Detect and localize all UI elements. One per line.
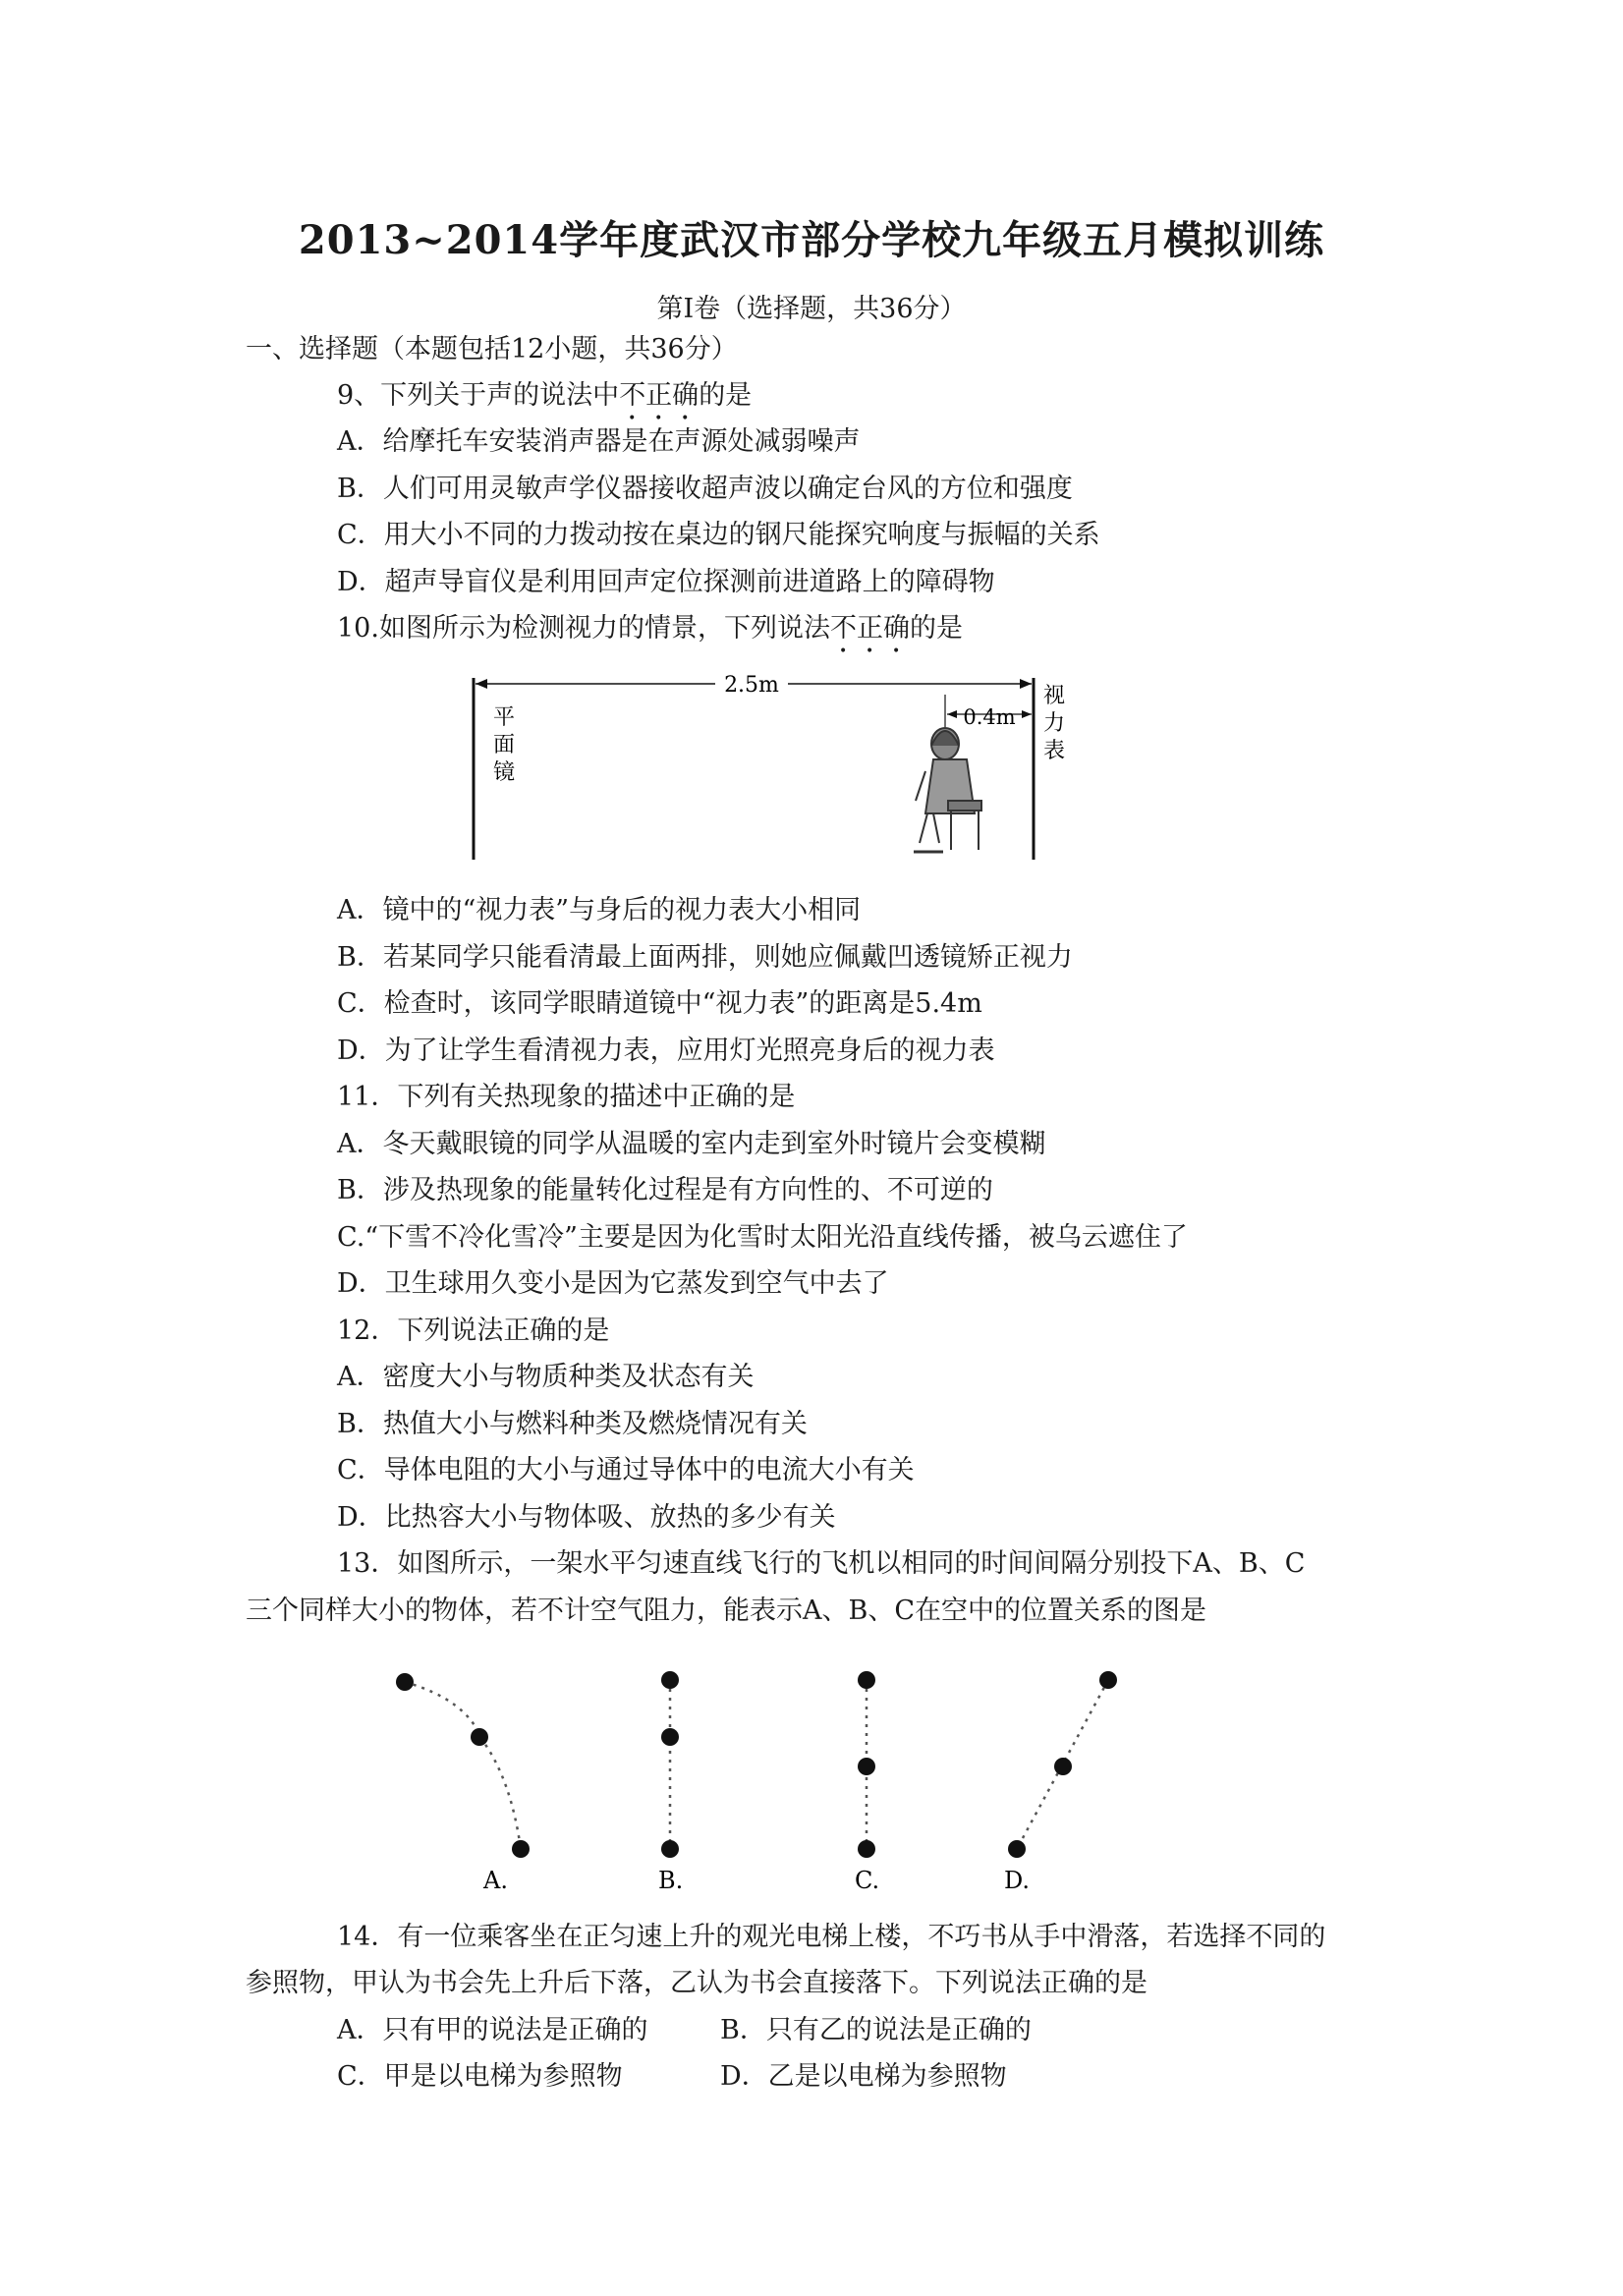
question-10-stem-pre: 10.如图所示为检测视力的情景，下列说法 bbox=[337, 613, 830, 644]
question-10-emphasis: 不正确 bbox=[829, 613, 910, 644]
ball-b-3 bbox=[661, 1840, 679, 1858]
page-title: 2013~2014学年度武汉市部分学校九年级五月模拟训练 bbox=[298, 217, 1325, 263]
eye-test-figure bbox=[462, 663, 1091, 865]
ball-a-3 bbox=[512, 1840, 530, 1858]
figure-label-c: C. bbox=[855, 1867, 880, 1894]
question-11-option-a: A．冬天戴眼镜的同学从温暖的室内走到室外时镜片会变模糊 bbox=[337, 1129, 1046, 1159]
question-11-option-c: C.“下雪不冷化雪冷”主要是因为化雪时太阳光沿直线传播，被乌云遮住了 bbox=[337, 1222, 1188, 1253]
ball-b-1 bbox=[661, 1671, 679, 1689]
question-10-stem-post: 的是 bbox=[909, 613, 963, 644]
question-9-stem bbox=[337, 379, 752, 426]
student-illustration bbox=[914, 728, 981, 852]
mirror-label-1: 平 bbox=[493, 705, 516, 730]
question-10-option-b: B．若某同学只能看清最上面两排，则她应佩戴凹透镜矫正视力 bbox=[337, 942, 1073, 973]
figure-label-a: A. bbox=[483, 1867, 508, 1894]
arrowhead-left bbox=[476, 679, 487, 689]
question-9-option-d: D．超声导盲仪是利用回声定位探测前进道路上的障碍物 bbox=[337, 567, 995, 597]
question-10-option-c: C．检查时，该同学眼睛道镜中“视力表”的距离是5.4m bbox=[337, 988, 982, 1019]
question-11-option-b: B．涉及热现象的能量转化过程是有方向性的、不可逆的 bbox=[337, 1175, 993, 1205]
question-12-option-c: C．导体电阻的大小与通过导体中的电流大小有关 bbox=[337, 1455, 915, 1485]
volume-subtitle: 第Ⅰ卷（选择题，共36分） bbox=[656, 294, 967, 324]
question-12-option-a: A．密度大小与物质种类及状态有关 bbox=[337, 1362, 755, 1392]
question-9-stem-post: 的是 bbox=[699, 380, 753, 411]
ball-b-2 bbox=[661, 1728, 679, 1746]
ball-d-3 bbox=[1008, 1840, 1026, 1858]
distance-total-label: 2.5m bbox=[724, 673, 779, 698]
chart-label-2: 力 bbox=[1043, 711, 1066, 736]
arrowhead-right bbox=[1020, 679, 1032, 689]
question-9-emphasis: 不正确 bbox=[619, 380, 700, 411]
question-9-stem-pre: 9、下列关于声的说法中 bbox=[337, 380, 620, 411]
question-13-stem-line2: 三个同样大小的物体，若不计空气阻力，能表示A、B、C在空中的位置关系的图是 bbox=[246, 1596, 1206, 1626]
question-14-option-a: A．只有甲的说法是正确的 bbox=[337, 2015, 648, 2045]
question-11-option-d: D．卫生球用久变小是因为它蒸发到空气中去了 bbox=[337, 1268, 889, 1299]
question-14-option-d: D．乙是以电梯为参照物 bbox=[720, 2061, 1007, 2092]
question-9-option-b: B．人们可用灵敏声学仪器接收超声波以确定台风的方位和强度 bbox=[337, 474, 1073, 504]
question-14-option-b: B．只有乙的说法是正确的 bbox=[720, 2015, 1032, 2045]
ball-a-1 bbox=[396, 1673, 414, 1691]
ball-d-2 bbox=[1054, 1758, 1072, 1775]
chart-label-1: 视 bbox=[1043, 684, 1066, 708]
chart-label-3: 表 bbox=[1043, 739, 1066, 763]
mirror-label-3: 镜 bbox=[493, 760, 516, 785]
question-10-option-d: D．为了让学生看清视力表，应用灯光照亮身后的视力表 bbox=[337, 1036, 995, 1066]
arrowhead-near-right bbox=[1022, 710, 1032, 718]
question-10-stem bbox=[337, 612, 963, 659]
section-heading: 一、选择题（本题包括12小题，共36分） bbox=[246, 334, 738, 364]
figure-label-d: D. bbox=[1004, 1867, 1031, 1894]
drop-positions-figure bbox=[373, 1660, 1140, 1901]
mirror-label-2: 面 bbox=[493, 733, 516, 757]
question-12-option-b: B．热值大小与燃料种类及燃烧情况有关 bbox=[337, 1409, 808, 1439]
arrowhead-near-left bbox=[947, 710, 957, 718]
ball-a-2 bbox=[471, 1728, 488, 1746]
question-10-option-a: A．镜中的“视力表”与身后的视力表大小相同 bbox=[337, 895, 862, 925]
question-9-option-a: A．给摩托车安装消声器是在声源处减弱噪声 bbox=[337, 426, 861, 457]
question-14-option-c: C．甲是以电梯为参照物 bbox=[337, 2061, 623, 2092]
question-14-stem-line2: 参照物，甲认为书会先上升后下落，乙认为书会直接落下。下列说法正确的是 bbox=[246, 1968, 1147, 1998]
ball-c-2 bbox=[858, 1758, 875, 1775]
question-12-option-d: D．比热容大小与物体吸、放热的多少有关 bbox=[337, 1502, 836, 1533]
ball-c-1 bbox=[858, 1671, 875, 1689]
path-a-dashed bbox=[405, 1682, 521, 1849]
question-14-stem-line1: 14．有一位乘客坐在正匀速上升的观光电梯上楼，不巧书从手中滑落，若选择不同的 bbox=[337, 1922, 1326, 1952]
question-12-stem: 12．下列说法正确的是 bbox=[337, 1316, 610, 1346]
ball-d-1 bbox=[1099, 1671, 1117, 1689]
question-11-stem: 11．下列有关热现象的描述中正确的是 bbox=[337, 1082, 796, 1112]
ball-c-3 bbox=[858, 1840, 875, 1858]
question-9-option-c: C．用大小不同的力拨动按在桌边的钢尺能探究响度与振幅的关系 bbox=[337, 520, 1100, 550]
question-13-stem-line1: 13．如图所示，一架水平匀速直线飞行的飞机以相同的时间间隔分别投下A、B、C bbox=[337, 1548, 1306, 1579]
figure-label-b: B. bbox=[658, 1867, 684, 1894]
distance-near-label: 0.4m bbox=[963, 705, 1016, 729]
